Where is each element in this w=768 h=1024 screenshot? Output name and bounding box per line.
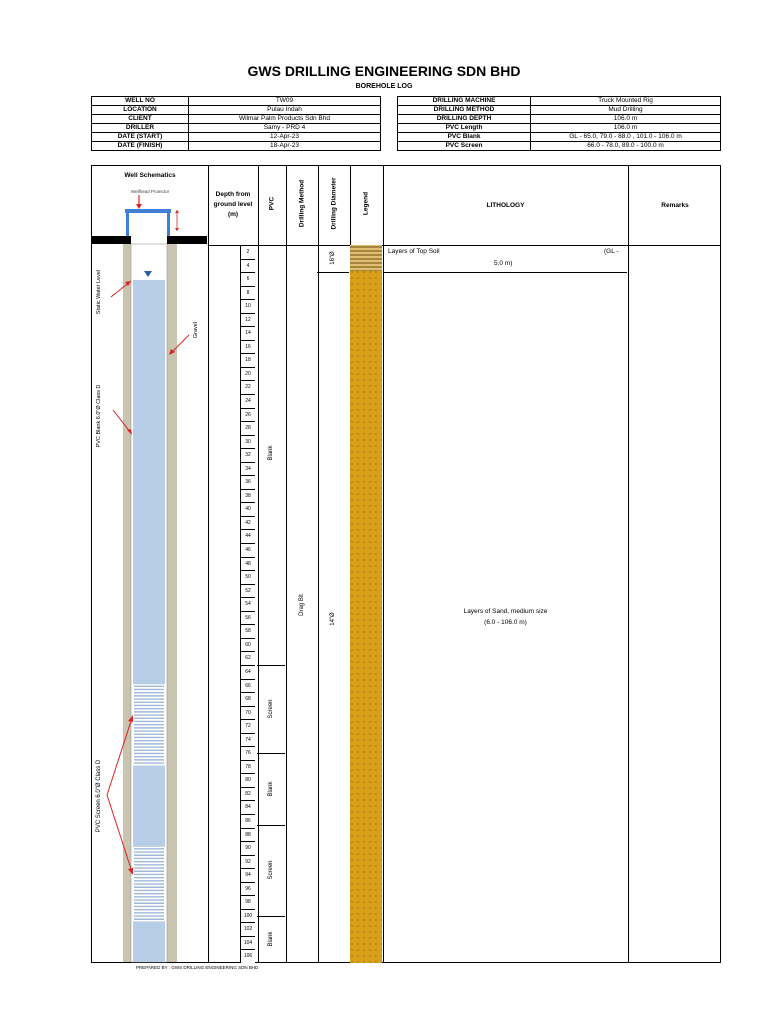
info-label: LOCATION (92, 106, 189, 115)
depth-tick: 88 (241, 828, 255, 842)
depth-tick: 78 (241, 760, 255, 774)
info-row (92, 115, 381, 124)
depth-tick: 34 (241, 462, 255, 476)
info-row (398, 142, 721, 151)
depth-tick: 24 (241, 394, 255, 408)
info-label: PVC Length (398, 124, 531, 133)
pvc-blank-label: PVC Blank 6.0"Ø Class D (96, 384, 102, 448)
legend-header: Legend (362, 191, 370, 216)
drilling-method-value: Drag Bit (299, 594, 305, 616)
drilling-method-header: Drilling Method (298, 179, 306, 228)
depth-tick: 102 (241, 922, 255, 936)
pvc-header: PVC (268, 196, 276, 211)
depth-tick: 6 (241, 272, 255, 286)
depth-tick: 104 (241, 936, 255, 950)
info-value: 12-Apr-23 (189, 133, 381, 142)
info-value: Pulau Indah (189, 106, 381, 115)
diameter-16: 16"Ø (330, 251, 336, 265)
depth-tick: 100 (241, 909, 255, 923)
depth-tick: 96 (241, 882, 255, 896)
gravel-label: Gravel (193, 321, 199, 339)
diameter-14: 14"Ø (330, 612, 336, 626)
depth-tick: 84 (241, 800, 255, 814)
depth-tick: 16 (241, 340, 255, 354)
depth-tick: 66 (241, 679, 255, 693)
depth-header: Depth from ground level (m) (213, 191, 253, 218)
prepared-by-footer: PREPARED BY : GWS DRILLING ENGINEERING SDN BHD (136, 965, 259, 970)
depth-tick: 86 (241, 814, 255, 828)
lithology-legend (350, 245, 382, 963)
info-label: PVC Screen (398, 142, 531, 151)
info-row (398, 115, 721, 124)
depth-tick: 98 (241, 895, 255, 909)
depth-tick: 40 (241, 502, 255, 516)
info-label: DRILLING DEPTH (398, 115, 531, 124)
depth-tick: 94 (241, 868, 255, 882)
topsoil-description: Layers of Top Soil (388, 248, 440, 255)
info-value: Truck Mounted Rig (531, 97, 721, 106)
info-row (398, 124, 721, 133)
well-info-table (91, 96, 381, 151)
info-value: Mud Drilling (531, 106, 721, 115)
info-label: WELL NO (92, 97, 189, 106)
info-value: GL - 65.0, 79.0 - 88.0 , 101.0 - 106.0 m (531, 133, 721, 142)
ground-surface-left (91, 236, 131, 244)
depth-tick: 22 (241, 380, 255, 394)
pvc-screen-label: PVC Screen 6.0"Ø Class D (96, 759, 102, 833)
depth-tick: 64 (241, 665, 255, 679)
sand-description: Layers of Sand, medium size (6.0 - 106.0 m) (463, 608, 548, 626)
pvc-section-blank-1: Blank (268, 445, 274, 461)
depth-tick: 90 (241, 841, 255, 855)
info-row (398, 106, 721, 115)
info-row (92, 106, 381, 115)
info-label: DATE (START) (92, 133, 189, 142)
info-row (92, 142, 381, 151)
info-row (398, 97, 721, 106)
depth-tick: 48 (241, 557, 255, 571)
lithology-header: LITHOLOGY (486, 202, 525, 209)
sand-swatch (350, 271, 382, 963)
info-value: TW09 (189, 97, 381, 106)
depth-scale (240, 245, 254, 963)
depth-tick: 14 (241, 326, 255, 340)
info-row (92, 133, 381, 142)
wellhead-protector-cap (125, 209, 171, 213)
arrow-down-icon (136, 204, 142, 209)
depth-tick: 60 (241, 638, 255, 652)
drilling-info-table (397, 96, 721, 151)
depth-tick: 72 (241, 719, 255, 733)
depth-tick: 46 (241, 543, 255, 557)
pvc-section-blank-3: Blank (268, 931, 274, 947)
depth-tick: 8 (241, 286, 255, 300)
info-label: DRILLER (92, 124, 189, 133)
depth-tick: 20 (241, 367, 255, 381)
drilling-diameter-header: Drilling Diameter (330, 177, 338, 230)
depth-tick: 76 (241, 746, 255, 760)
depth-tick: 12 (241, 313, 255, 327)
depth-tick: 74 (241, 733, 255, 747)
well-schematic (91, 165, 207, 963)
wellhead-protector-label: Wellhead Protector (130, 189, 170, 194)
company-title: GWS DRILLING ENGINEERING SDN BHD (247, 63, 521, 79)
depth-tick: 70 (241, 706, 255, 720)
info-row (92, 97, 381, 106)
topsoil-range-start: (GL - (604, 248, 619, 255)
pvc-section-screen-1: Screen (268, 699, 274, 719)
info-value: 106.0 m (531, 115, 721, 124)
depth-tick: 62 (241, 651, 255, 665)
depth-tick: 68 (241, 692, 255, 706)
depth-tick: 36 (241, 475, 255, 489)
topsoil-range-end: 5.0 m) (494, 260, 513, 267)
depth-tick: 2 (241, 245, 255, 259)
info-label: DRILLING METHOD (398, 106, 531, 115)
ground-surface-right (167, 236, 207, 244)
info-value: 18-Apr-23 (189, 142, 381, 151)
info-row (398, 133, 721, 142)
info-label: CLIENT (92, 115, 189, 124)
depth-tick: 52 (241, 584, 255, 598)
depth-tick: 44 (241, 529, 255, 543)
depth-tick: 30 (241, 435, 255, 449)
depth-tick: 50 (241, 570, 255, 584)
info-value: 106.0 m (531, 124, 721, 133)
depth-tick: 38 (241, 489, 255, 503)
info-value: 66.0 - 78.0, 89.0 - 100.0 m (531, 142, 721, 151)
document-subtitle: BOREHOLE LOG (355, 83, 413, 90)
depth-tick: 56 (241, 611, 255, 625)
well-schematics-header: Well Schematics (124, 172, 176, 179)
depth-tick: 32 (241, 448, 255, 462)
info-value: Wilmar Palm Products Sdn Bhd (189, 115, 381, 124)
depth-tick: 42 (241, 516, 255, 530)
depth-tick: 4 (241, 259, 255, 273)
depth-tick: 106 (241, 949, 255, 963)
depth-tick: 54 (241, 597, 255, 611)
pvc-section-blank-2: Blank (268, 781, 274, 797)
static-water-level-label: Static Water Level (96, 269, 102, 315)
info-value: Samy - PRD 4 (189, 124, 381, 133)
topsoil-swatch (350, 245, 382, 271)
depth-tick: 26 (241, 408, 255, 422)
depth-tick: 10 (241, 299, 255, 313)
info-label: DRILLING MACHINE (398, 97, 531, 106)
info-label: PVC Blank (398, 133, 531, 142)
depth-tick: 92 (241, 855, 255, 869)
remarks-header: Remarks (661, 202, 689, 209)
depth-tick: 80 (241, 773, 255, 787)
pvc-section-screen-2: Screen (268, 860, 274, 880)
depth-tick: 28 (241, 421, 255, 435)
info-label: DATE (FINISH) (92, 142, 189, 151)
depth-tick: 82 (241, 787, 255, 801)
depth-tick: 18 (241, 353, 255, 367)
depth-tick: 58 (241, 624, 255, 638)
info-row (92, 124, 381, 133)
